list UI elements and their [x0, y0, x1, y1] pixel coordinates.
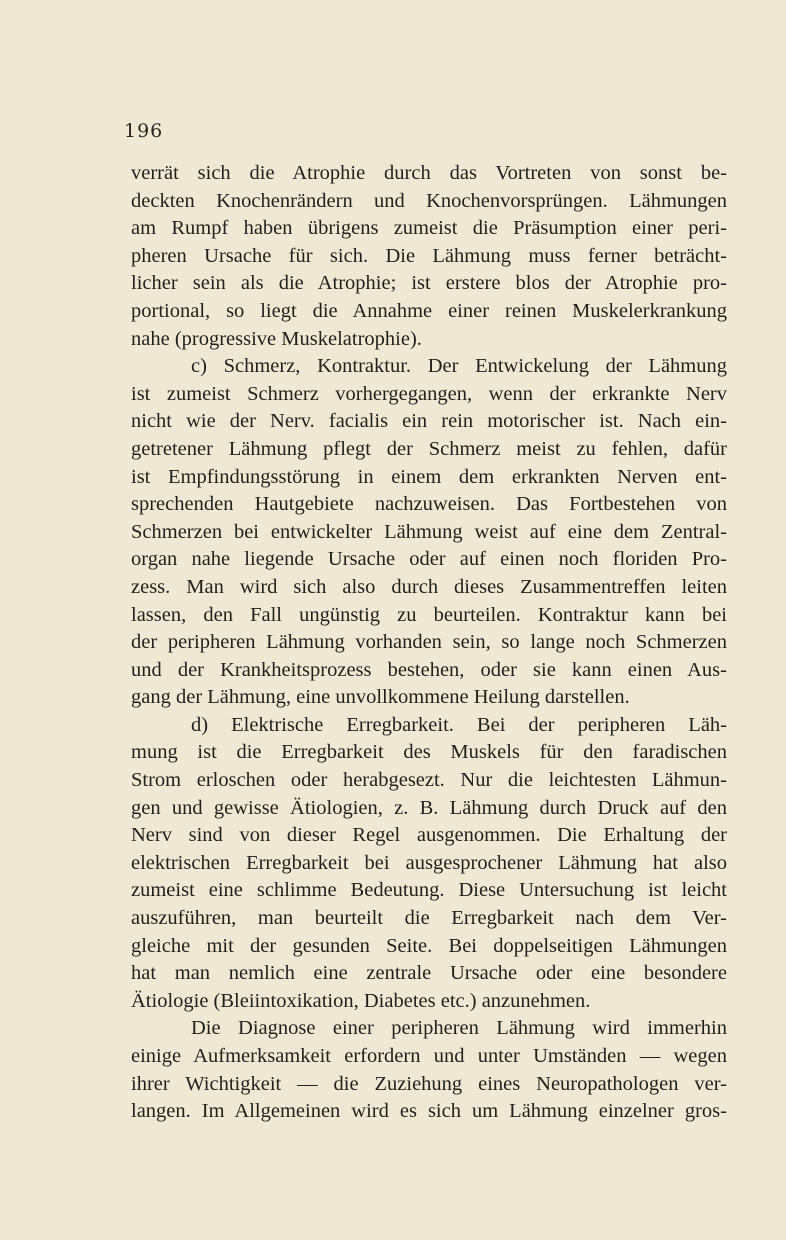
text-line: zumeist eine schlimme Bedeutung. Diese Untersuchung ist leicht — [131, 879, 727, 902]
page-number: 196 — [124, 120, 164, 142]
text-line: am Rumpf haben übrigens zumeist die Präsumption einer peri- — [131, 217, 727, 240]
text-line: getretener Lähmung pflegt der Schmerz meist zu fehlen, dafür — [131, 437, 727, 460]
text-line: einige Aufmerksamkeit erfordern und unter Umständen — wegen — [131, 1045, 727, 1067]
text-line: lassen, den Fall ungünstig zu beurteilen. Kontraktur kann bei — [131, 603, 727, 626]
body-text — [131, 160, 727, 1126]
text-line: gleiche mit der gesunden Seite. Bei doppelseitigen Lähmungen — [131, 934, 727, 957]
text-line: Die Diagnose einer peripheren Lähmung wird immerhin — [191, 1017, 727, 1040]
text-line: organ nahe liegende Ursache oder auf einen noch floriden Pro- — [131, 548, 727, 571]
text-line: verrät sich die Atrophie durch das Vortreten von sonst be- — [131, 162, 727, 184]
text-line: gang der Lähmung, eine unvollkommene Heilung darstellen. — [131, 686, 630, 709]
text-line: ist Empfindungsstörung in einem dem erkrankten Nerven ent- — [131, 465, 727, 488]
text-line: elektrischen Erregbarkeit bei ausgesprochener Lähmung hat also — [131, 851, 727, 874]
text-line: gen und gewisse Ätiologien, z. B. Lähmung durch Druck auf den — [131, 796, 727, 819]
text-line: Ätiologie (Bleiintoxikation, Diabetes etc.) anzunehmen. — [131, 989, 591, 1012]
text-line: Schmerzen bei entwickelter Lähmung weist auf eine dem Zentral- — [131, 520, 727, 543]
text-line: deckten Knochenrändern und Knochenvorsprüngen. Lähmungen — [131, 189, 727, 212]
text-line: hat man nemlich eine zentrale Ursache oder eine besondere — [131, 962, 727, 985]
text-line: licher sein als die Atrophie; ist erstere blos der Atrophie pro- — [131, 272, 727, 295]
text-line: ihrer Wichtigkeit — die Zuziehung eines Neuropathologen ver- — [131, 1072, 727, 1095]
text-line: sprechenden Hautgebiete nachzuweisen. Das Fortbestehen von — [131, 493, 727, 516]
text-line: nahe (progressive Muskelatrophie). — [131, 327, 422, 350]
text-line: ist zumeist Schmerz vorhergegangen, wenn der erkrankte Nerv — [131, 382, 727, 405]
text-line: pheren Ursache für sich. Die Lähmung muss ferner beträcht- — [131, 244, 727, 267]
text-line: langen. Im Allgemeinen wird es sich um Lähmung einzelner gros- — [131, 1100, 727, 1123]
text-line: zess. Man wird sich also durch dieses Zusammentreffen leiten — [131, 575, 727, 598]
text-line: und der Krankheitsprozess bestehen, oder sie kann einen Aus- — [131, 658, 727, 681]
text-line: c) Schmerz, Kontraktur. Der Entwickelung der Lähmung — [191, 355, 727, 378]
text-line: auszuführen, man beurteilt die Erregbarkeit nach dem Ver- — [131, 907, 727, 930]
text-line: Nerv sind von dieser Regel ausgenommen. Die Erhaltung der — [131, 824, 727, 847]
text-line: Strom erloschen oder herabgesezt. Nur die leichtesten Lähmun- — [131, 769, 727, 792]
text-line: nicht wie der Nerv. facialis ein rein motorischer ist. Nach ein- — [131, 410, 727, 433]
text-line: mung ist die Erregbarkeit des Muskels für den faradischen — [131, 741, 727, 764]
text-line: portional, so liegt die Annahme einer reinen Muskelerkrankung — [131, 299, 727, 322]
text-line: d) Elektrische Erregbarkeit. Bei der peripheren Läh- — [191, 713, 727, 736]
text-line: der peripheren Lähmung vorhanden sein, so lange noch Schmerzen — [131, 631, 727, 654]
